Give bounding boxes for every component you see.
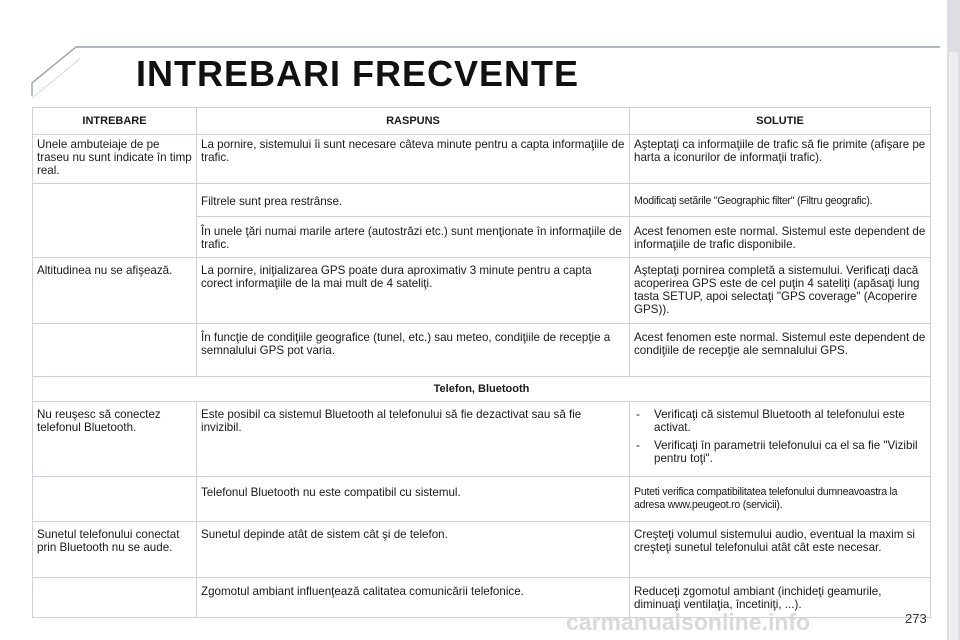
answer-cell: Sunetul depinde atât de sistem cât şi de telefon. (197, 522, 630, 578)
answer-cell: La pornire, sistemului îi sunt necesare câteva minute pentru a capta informaţiile de trafic. (197, 135, 630, 184)
table-row (33, 477, 931, 522)
solution-cell: Aşteptaţi pornirea completă a sistemului. Verificaţi dacă acoperirea GPS este de cel puţin 4 sateliţi (apăsaţi lung tasta SETUP, apoi selectaţi "GPS coverage" (Acoperire GPS)). (630, 258, 931, 324)
list-item (634, 408, 926, 434)
page-title: INTREBARI FRECVENTE (136, 53, 580, 94)
watermark: carmanualsonline.info (566, 609, 811, 635)
list-item-text: Verificaţi în parametrii telefonului ca el sa fie "Vizibil pentru toţi". (654, 439, 918, 465)
solution-cell (630, 402, 931, 477)
section-row (33, 377, 931, 402)
table-row (33, 217, 931, 258)
table-row (33, 135, 931, 184)
answer-cell: În unele ţări numai marile artere (autostrăzi etc.) sunt menţionate în informaţiile de trafic. (197, 217, 630, 258)
table-row (33, 324, 931, 377)
table-row (33, 184, 931, 217)
header-intrebare: INTREBARE (33, 108, 197, 135)
question-cell: Altitudinea nu se afişează. (33, 258, 197, 324)
answer-cell: Filtrele sunt prea restrânse. (197, 184, 630, 217)
faq-table (32, 107, 931, 618)
dash-mark: - (636, 439, 640, 452)
solution-cell: Puteti verifica compatibilitatea telefonului dumneavoastra la adresa www.peugeot.ro (servicii). (630, 477, 931, 522)
answer-cell: Zgomotul ambiant influenţează calitatea comunicării telefonice. (197, 578, 630, 618)
question-cell-continued (33, 477, 197, 522)
page-edge-band-inner (949, 52, 958, 640)
table-row (33, 402, 931, 477)
header-solutie: SOLUTIE (630, 108, 931, 135)
answer-cell: Este posibil ca sistemul Bluetooth al telefonului să fie dezactivat sau să fie invizibil. (197, 402, 630, 477)
solution-cell: Creşteţi volumul sistemului audio, eventual la maxim si creşteţi sunetul telefonului atât cât este necesar. (630, 522, 931, 578)
answer-cell: Telefonul Bluetooth nu este compatibil cu sistemul. (197, 477, 630, 522)
question-cell-continued (33, 184, 197, 217)
section-title: Telefon, Bluetooth (33, 377, 931, 402)
answer-cell: La pornire, iniţializarea GPS poate dura aproximativ 3 minute pentru a capta corect informaţiile de la mai mult de 4 sateliţi. (197, 258, 630, 324)
question-cell-continued (33, 217, 197, 258)
list-item (634, 439, 926, 465)
answer-cell: În funcţie de condiţiile geografice (tunel, etc.) sau meteo, condiţiile de recepţie a semnalului GPS pot varia. (197, 324, 630, 377)
solution-cell: Reduceţi zgomotul ambiant (inchideţi geamurile, diminuaţi ventilaţia, încetiniţi, ...). (630, 578, 931, 618)
question-cell-continued (33, 324, 197, 377)
question-cell: Sunetul telefonului conectat prin Bluetooth nu se aude. (33, 522, 197, 578)
list-item-text: Verificaţi că sistemul Bluetooth al telefonului este activat. (654, 408, 905, 434)
solution-cell: Modificaţi setările "Geographic filter" (Filtru geografic). (630, 184, 931, 217)
solution-cell: Acest fenomen este normal. Sistemul este dependent de informaţiile de trafic disponibile. (630, 217, 931, 258)
table-row (33, 522, 931, 578)
header-raspuns: RASPUNS (197, 108, 630, 135)
dash-mark: - (636, 408, 640, 421)
table-row (33, 258, 931, 324)
page-number: 273 (905, 611, 927, 626)
question-cell: Nu reuşesc să conectez telefonul Bluetooth. (33, 402, 197, 477)
solution-cell: Aşteptaţi ca informaţiile de trafic să fie primite (afişare pe harta a iconurilor de informaţii trafic). (630, 135, 931, 184)
solution-list (634, 408, 926, 465)
solution-cell: Acest fenomen este normal. Sistemul este dependent de condiţiile de recepţie ale semnalului GPS. (630, 324, 931, 377)
table-header-row (33, 108, 931, 135)
question-cell: Unele ambuteiaje de pe traseu nu sunt indicate în timp real. (33, 135, 197, 184)
question-cell-continued (33, 578, 197, 618)
